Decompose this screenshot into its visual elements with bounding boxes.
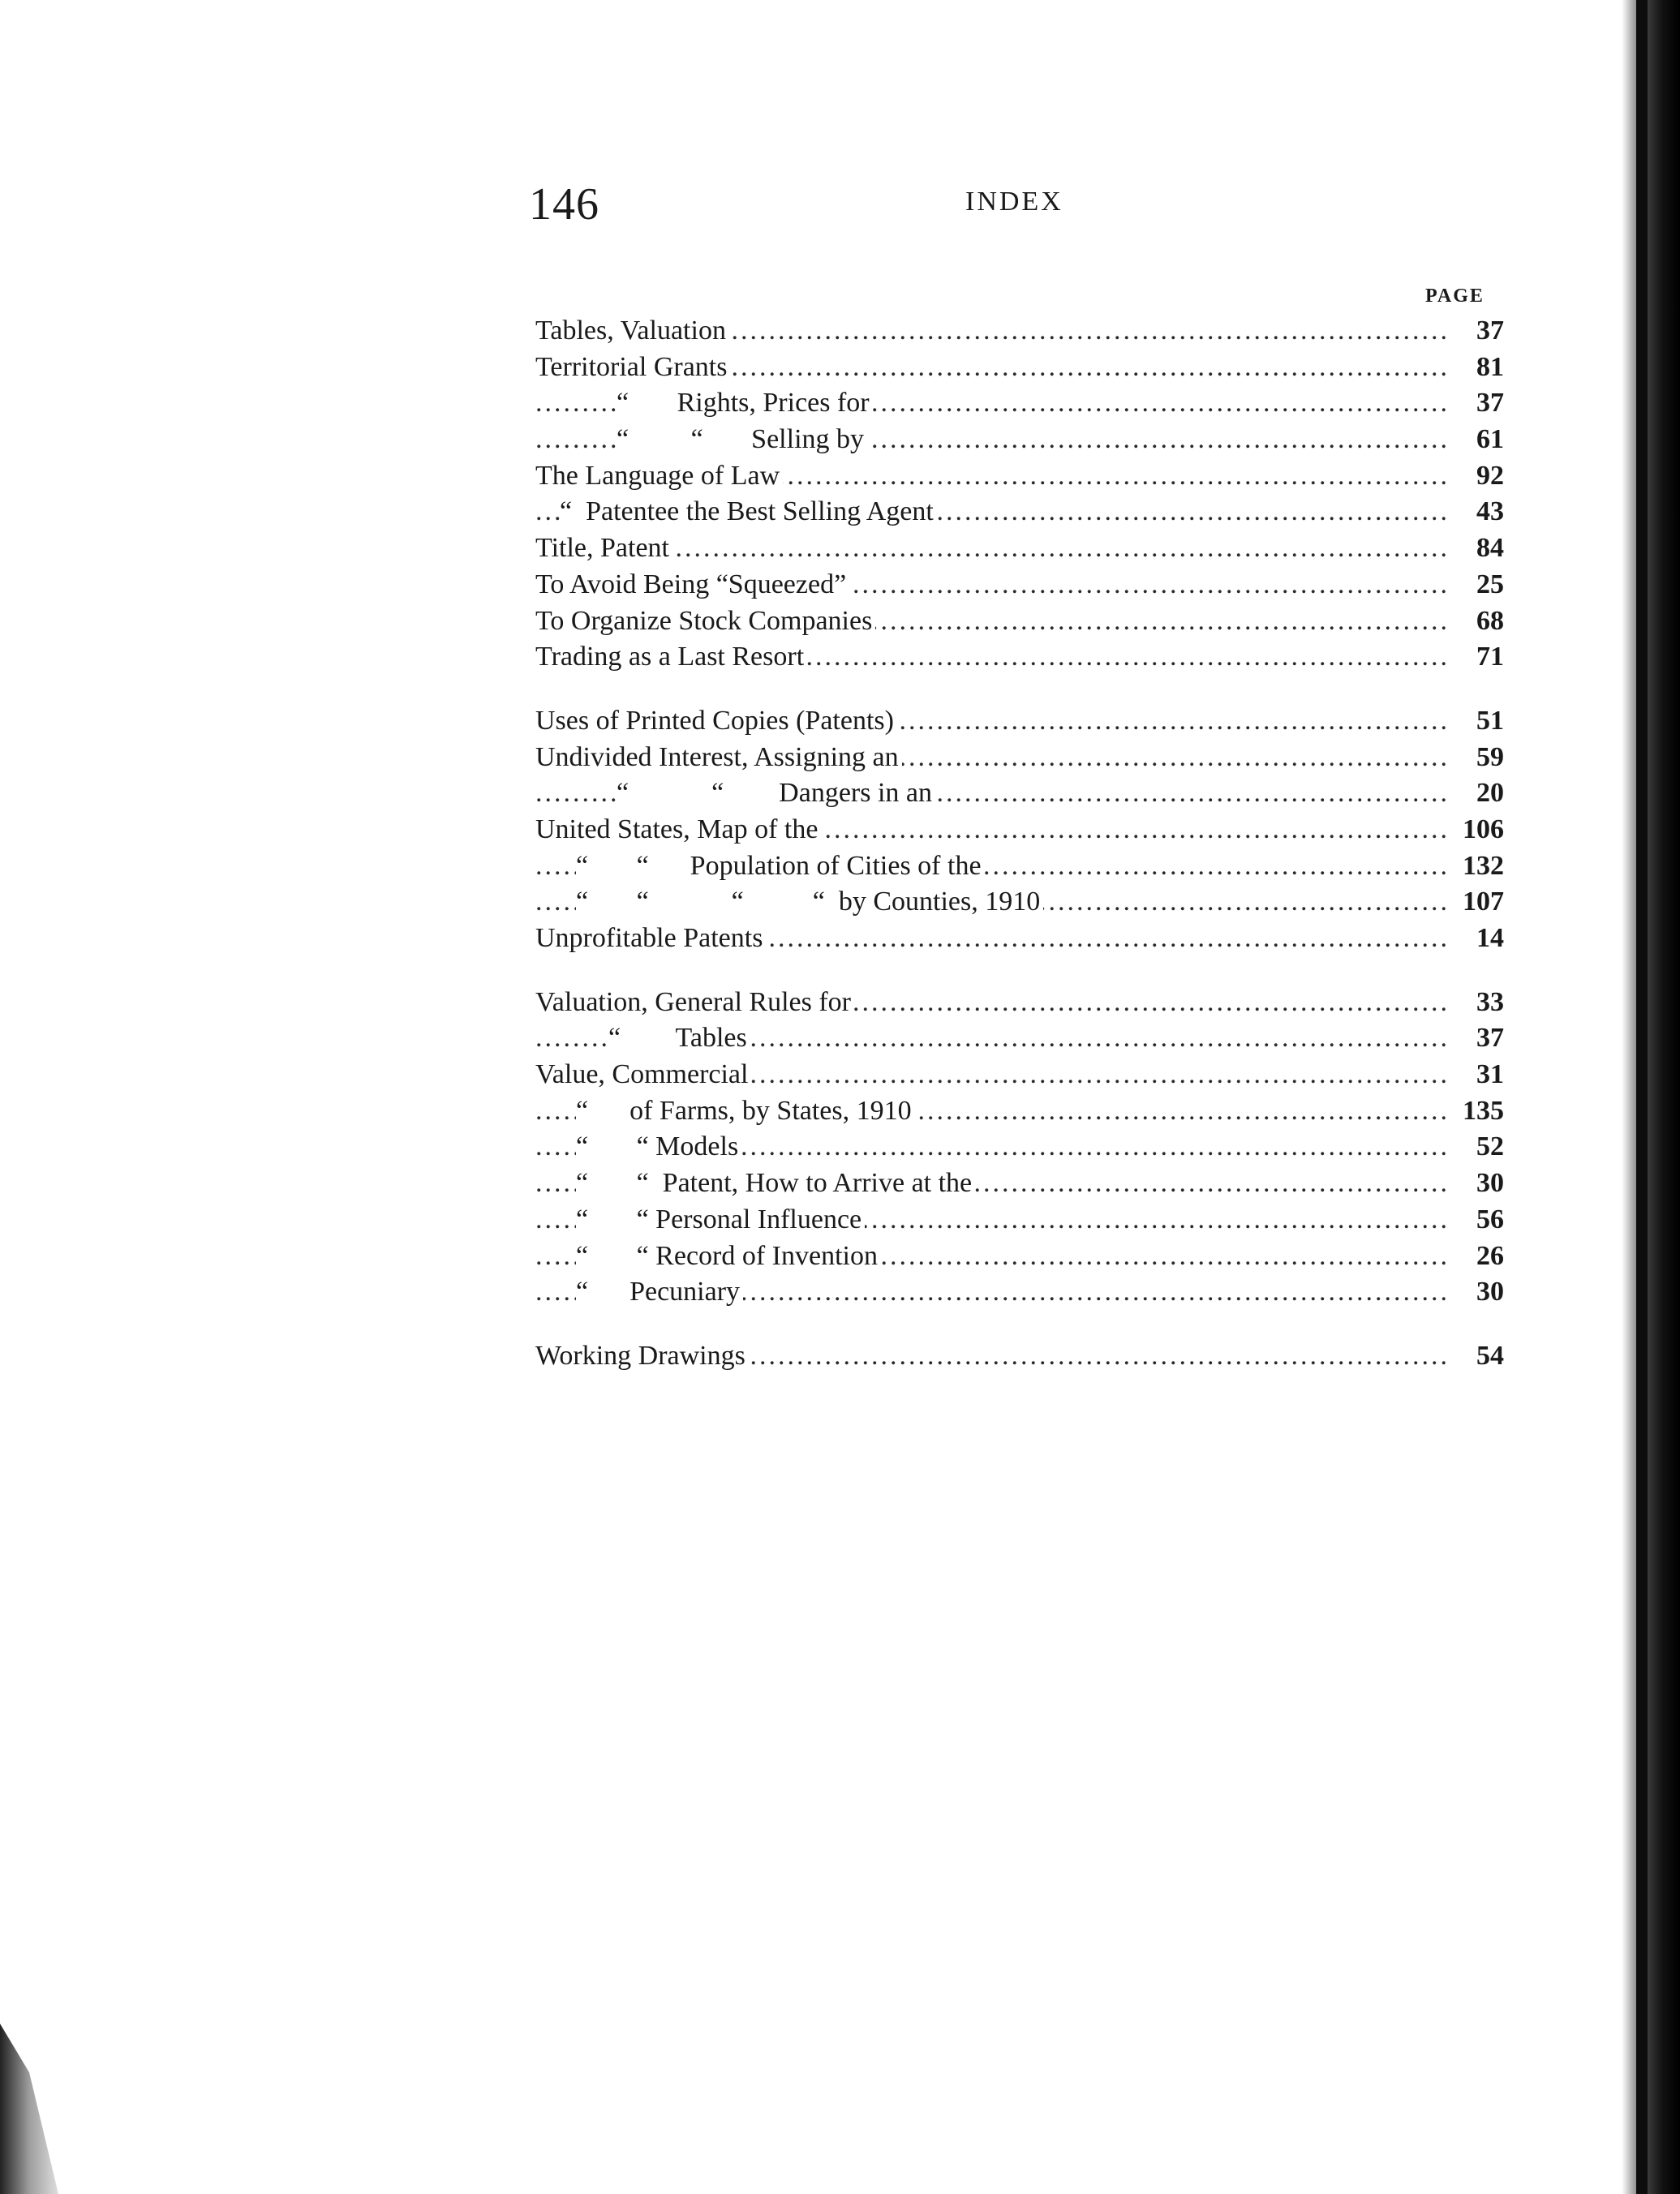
index-entry-text: Title, Patent xyxy=(535,530,672,567)
index-entry-page: 71 xyxy=(1447,639,1504,676)
index-entry xyxy=(535,740,1509,776)
index-entry-page: 81 xyxy=(1447,350,1504,386)
index-entry-page: 30 xyxy=(1447,1166,1504,1202)
index-entry-text: Unprofitable Patents xyxy=(535,921,766,957)
index-entry-page: 84 xyxy=(1447,530,1504,567)
index-entry xyxy=(535,350,1509,386)
index-entry xyxy=(535,848,1509,885)
index-entry-page: 26 xyxy=(1447,1239,1504,1275)
index-entry xyxy=(535,385,1509,422)
section-gap xyxy=(535,957,1509,985)
index-entry-page: 37 xyxy=(1447,385,1504,422)
index-entry xyxy=(535,1020,1509,1057)
index-entry-text: “ Rights, Prices for xyxy=(617,385,873,422)
index-entry xyxy=(535,775,1509,812)
index-entry xyxy=(535,985,1509,1021)
index-entry xyxy=(535,422,1509,458)
index-entry-page: 37 xyxy=(1447,1020,1504,1057)
scan-artifact xyxy=(0,1951,73,2194)
index-entry xyxy=(535,884,1509,921)
index-entry-text: Value, Commercial xyxy=(535,1057,751,1093)
index-entry xyxy=(535,1129,1509,1166)
index-entry xyxy=(535,1166,1509,1202)
index-entry xyxy=(535,1338,1509,1375)
index-entry-page: 59 xyxy=(1447,740,1504,776)
index-entry-text: Trading as a Last Resort xyxy=(535,639,807,676)
index-entry xyxy=(535,458,1509,495)
binding-shadow xyxy=(1622,0,1680,2194)
index-entry-text: “ “ “ “ by Counties, 1910 xyxy=(576,884,1043,921)
index-entry-text: United States, Map of the xyxy=(535,812,821,848)
index-entry-text: “ Pecuniary xyxy=(576,1274,743,1311)
index-entry-page: 106 xyxy=(1447,812,1504,848)
index-entry-text: “ “ Record of Invention xyxy=(576,1239,881,1275)
index-entry-page: 61 xyxy=(1447,422,1504,458)
index-entry xyxy=(535,313,1509,350)
index-entry-text: To Avoid Being “Squeezed” xyxy=(535,567,849,603)
index-entry-text: Uses of Printed Copies (Patents) xyxy=(535,703,897,740)
section-gap xyxy=(535,1311,1509,1338)
index-entry-text: Working Drawings xyxy=(535,1338,749,1375)
index-entry-text: Tables, Valuation xyxy=(535,313,729,350)
index-entry-page: 68 xyxy=(1447,603,1504,640)
index-entry-page: 33 xyxy=(1447,985,1504,1021)
index-list xyxy=(535,313,1509,1375)
index-entry xyxy=(535,921,1509,957)
index-entry xyxy=(535,812,1509,848)
index-entry-page: 14 xyxy=(1447,921,1504,957)
index-entry-text: Valuation, General Rules for xyxy=(535,985,854,1021)
index-entry-page: 52 xyxy=(1447,1129,1504,1166)
index-entry xyxy=(535,639,1509,676)
index-entry-text: “ “ Personal Influence xyxy=(576,1202,865,1239)
index-entry xyxy=(535,1057,1509,1093)
index-entry xyxy=(535,603,1509,640)
index-entry-text: “ of Farms, by States, 1910 xyxy=(576,1093,915,1130)
index-entry-page: 92 xyxy=(1447,458,1504,495)
index-entry-text: “ “ Selling by xyxy=(617,422,867,458)
running-head: INDEX xyxy=(965,187,1063,217)
index-entry-page: 56 xyxy=(1447,1202,1504,1239)
binding-shadow-edge xyxy=(1636,0,1648,2194)
index-entry-page: 31 xyxy=(1447,1057,1504,1093)
index-entry xyxy=(535,1274,1509,1311)
index-entry-text: “ Patentee the Best Selling Agent xyxy=(560,494,937,530)
index-entry-page: 132 xyxy=(1447,848,1504,885)
index-entry-text: Territorial Grants xyxy=(535,350,730,386)
index-entry xyxy=(535,1093,1509,1130)
index-entry-text: To Organize Stock Companies xyxy=(535,603,875,640)
index-entry-page: 20 xyxy=(1447,775,1504,812)
index-entry-text: Undivided Interest, Assigning an xyxy=(535,740,902,776)
index-entry-page: 25 xyxy=(1447,567,1504,603)
index-entry xyxy=(535,530,1509,567)
index-entry-text: The Language of Law xyxy=(535,458,783,495)
index-entry-text: “ “ Patent, How to Arrive at the xyxy=(576,1166,975,1202)
index-entry-text: “ “ Population of Cities of the xyxy=(576,848,985,885)
index-entry-page: 37 xyxy=(1447,313,1504,350)
index-entry-page: 51 xyxy=(1447,703,1504,740)
page-number: 146 xyxy=(529,179,599,230)
index-entry-page: 107 xyxy=(1447,884,1504,921)
index-entry-page: 54 xyxy=(1447,1338,1504,1375)
index-entry xyxy=(535,1202,1509,1239)
index-entry-text: “ Tables xyxy=(608,1020,750,1057)
page-column-label: PAGE xyxy=(1425,286,1485,307)
index-entry-page: 30 xyxy=(1447,1274,1504,1311)
index-entry xyxy=(535,703,1509,740)
index-entry-page: 43 xyxy=(1447,494,1504,530)
index-entry xyxy=(535,1239,1509,1275)
index-entry xyxy=(535,494,1509,530)
section-gap xyxy=(535,676,1509,703)
index-entry-text: “ “ Models xyxy=(576,1129,741,1166)
index-entry-text: “ “ Dangers in an xyxy=(617,775,935,812)
index-entry-page: 135 xyxy=(1447,1093,1504,1130)
index-entry xyxy=(535,567,1509,603)
